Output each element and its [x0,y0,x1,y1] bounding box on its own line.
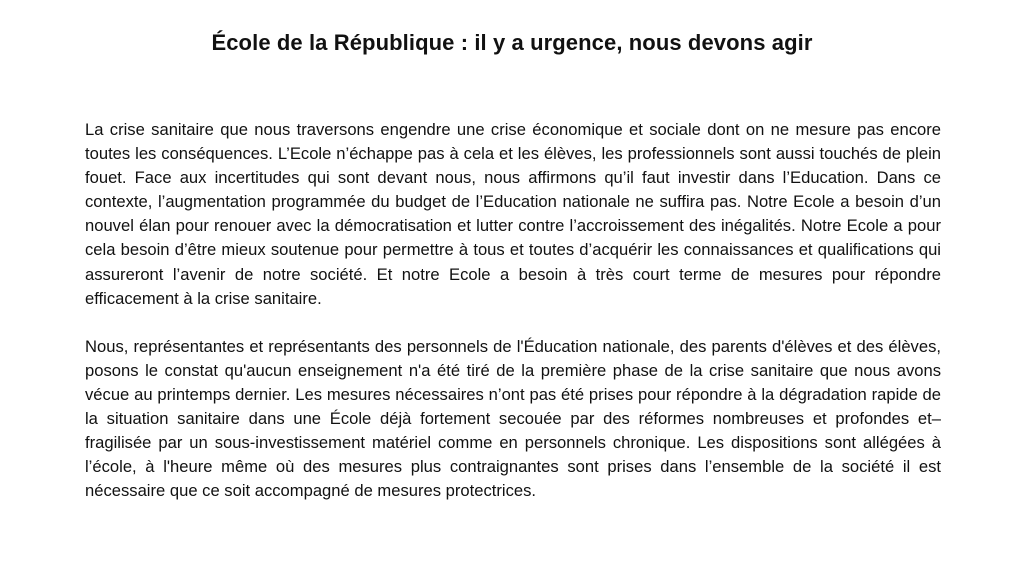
paragraph-2: Nous, représentantes et représentants des personnels de l'Éducation nationale, des parents d'élèves et des élèves, posons le constat qu'aucun enseignement n'a été tiré de la première phase de la crise sanitaire que nous avons vécue au printemps dernier. Les mesures nécessaires n’ont pas été prises pour répondre à la dégradation rapide de la situation sanitaire dans une École déjà fortement secouée par des réformes nombreuses et profondes et–fragilisée par un sous-investissement matériel comme en personnels chronique. Les dispositions sont allégées à l’école, à l'heure même où des mesures plus contraignantes sont prises dans l’ensemble de la société il est nécessaire que ce soit accompagné de mesures protectrices. [85,336,941,501]
document-title: École de la République : il y a urgence, nous devons agir [211,30,813,55]
document-body [85,118,941,527]
paragraph-1: La crise sanitaire que nous traversons engendre une crise économique et sociale dont on ne mesure pas encore toutes les conséquences. L’Ecole n’échappe pas à cela et les élèves, les professionnels sont aussi touchés de plein fouet. Face aux incertitudes qui sont devant nous, nous affirmons qu’il faut investir dans l’Education. Dans ce contexte, l’augmentation programmée du budget de l’Education nationale ne suffira pas. Notre Ecole a besoin d’un nouvel élan pour renouer avec la démocratisation et lutter contre l’accroissement des inégalités. Notre Ecole a pour cela besoin d’être mieux soutenue pour permettre à tous et toutes d’acquérir les connaissances et qualifications qui assureront l’avenir de notre société. Et notre Ecole a besoin à très court terme de mesures pour répondre efficacement à la crise sanitaire. [85,120,941,308]
